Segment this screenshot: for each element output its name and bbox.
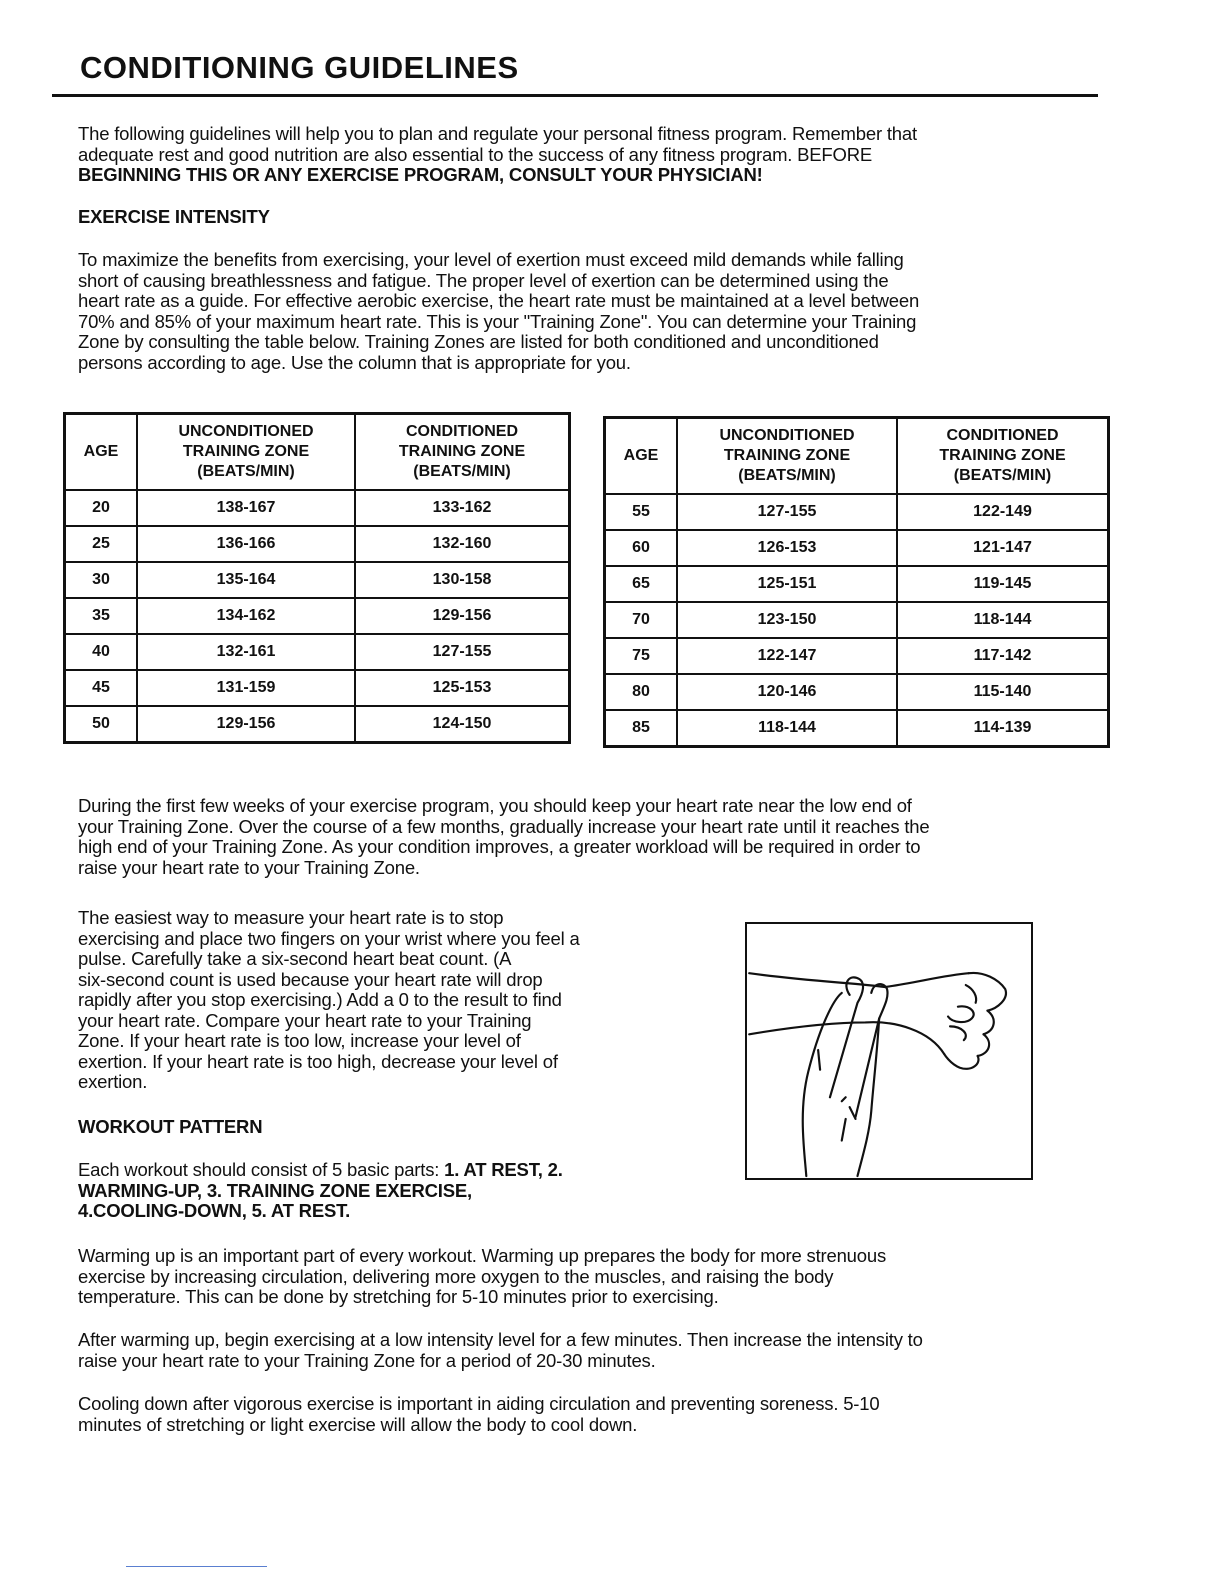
- intro-line-1: The following guidelines will help you to plan and regulate your personal fitness program. Remember that: [78, 123, 917, 144]
- age-cell: 40: [65, 634, 138, 670]
- conditioned-cell: 114-139: [897, 710, 1109, 747]
- age-cell: 55: [605, 494, 678, 530]
- workout-part-1: 1. AT REST, 2.: [444, 1159, 563, 1180]
- paragraph-line: Warming up is an important part of every workout. Warming up prepares the body for more strenuous: [78, 1245, 886, 1266]
- intro-warning: BEGINNING THIS OR ANY EXERCISE PROGRAM, CONSULT YOUR PHYSICIAN!: [78, 164, 763, 185]
- paragraph-line: During the first few weeks of your exercise program, you should keep your heart rate near the low end of: [78, 795, 912, 816]
- paragraph-line: Each workout should consist of 5 basic parts:: [78, 1159, 445, 1180]
- age-cell: 80: [605, 674, 678, 710]
- paragraph-line: your Training Zone. Over the course of a few months, gradually increase your heart rate until it reaches the: [78, 815, 930, 837]
- paragraph-line: exertion.: [78, 1071, 148, 1092]
- unconditioned-cell: 125-151: [677, 566, 897, 602]
- paragraph-line: exercise by increasing circulation, delivering more oxygen to the muscles, and raising the body: [78, 1265, 834, 1287]
- unconditioned-cell: 131-159: [137, 670, 355, 706]
- conditioned-column-header: [897, 418, 1109, 495]
- measure-heart-rate-paragraph: [78, 908, 580, 1093]
- workout-pattern-paragraph: [78, 1160, 563, 1222]
- age-cell: 20: [65, 490, 138, 526]
- paragraph-line: Cooling down after vigorous exercise is important in aiding circulation and preventing soreness. 5-10: [78, 1393, 880, 1414]
- paragraph-line: pulse. Carefully take a six-second heart beat count. (A: [78, 948, 512, 969]
- paragraph-line: exertion. If your heart rate is too high, decrease your level of: [78, 1050, 558, 1072]
- header-line: TRAINING ZONE: [939, 447, 1066, 464]
- first-weeks-paragraph: [78, 796, 929, 878]
- paragraph-line: After warming up, begin exercising at a low intensity level for a few minutes. Then increase the intensity to: [78, 1329, 923, 1350]
- paragraph-line: Zone. If your heart rate is too low, increase your level of: [78, 1030, 521, 1051]
- paragraph-line: your heart rate. Compare your heart rate to your Training: [78, 1009, 532, 1031]
- conditioned-cell: 117-142: [897, 638, 1109, 674]
- table-row: [65, 634, 570, 670]
- conditioned-cell: 127-155: [355, 634, 570, 670]
- header-line: CONDITIONED: [946, 427, 1059, 444]
- table-row: [605, 710, 1109, 747]
- paragraph-line: rapidly after you stop exercising.) Add a 0 to the result to find: [78, 989, 562, 1010]
- paragraph-line: minutes of stretching or light exercise will allow the body to cool down.: [78, 1413, 638, 1435]
- paragraph-line: 70% and 85% of your maximum heart rate. This is your "Training Zone". You can determine your Training: [78, 310, 917, 332]
- conditioned-cell: 129-156: [355, 598, 570, 634]
- age-cell: 85: [605, 710, 678, 747]
- header-line: TRAINING ZONE: [723, 447, 851, 464]
- age-column-header: AGE: [65, 414, 138, 491]
- unconditioned-cell: 134-162: [137, 598, 355, 634]
- table-header-row: [65, 414, 570, 491]
- paragraph-line: exercising and place two fingers on your wrist where you feel a: [78, 927, 580, 949]
- unconditioned-cell: 129-156: [137, 706, 355, 743]
- conditioned-cell: 130-158: [355, 562, 570, 598]
- conditioned-cell: 125-153: [355, 670, 570, 706]
- unconditioned-cell: 135-164: [137, 562, 355, 598]
- header-line: (BEATS/MIN): [197, 463, 295, 480]
- age-cell: 70: [605, 602, 678, 638]
- conditioned-cell: 124-150: [355, 706, 570, 743]
- paragraph-line: high end of your Training Zone. As your condition improves, a greater workload will be required in order to: [78, 836, 921, 857]
- unconditioned-cell: 118-144: [677, 710, 897, 747]
- unconditioned-cell: 120-146: [677, 674, 897, 710]
- age-cell: 65: [605, 566, 678, 602]
- table-row: [605, 674, 1109, 710]
- intro-paragraph: [78, 124, 917, 186]
- workout-pattern-heading: WORKOUT PATTERN: [78, 1116, 263, 1137]
- unconditioned-cell: 138-167: [137, 490, 355, 526]
- conditioned-cell: 132-160: [355, 526, 570, 562]
- paragraph-line: persons according to age. Use the column that is appropriate for you.: [78, 351, 631, 373]
- title-underline: [52, 94, 1098, 97]
- table-row: [65, 670, 570, 706]
- paragraph-line: To maximize the benefits from exercising, your level of exertion must exceed mild demands while falling: [78, 249, 904, 270]
- paragraph-line: Zone by consulting the table below. Training Zones are listed for both conditioned and unconditioned: [78, 331, 879, 352]
- header-line: TRAINING ZONE: [182, 443, 310, 460]
- table-row: [65, 598, 570, 634]
- wrist-pulse-check-icon: [745, 922, 1033, 1180]
- unconditioned-cell: 136-166: [137, 526, 355, 562]
- workout-parts-line: 4.COOLING-DOWN, 5. AT REST.: [78, 1200, 351, 1221]
- table-row: [605, 602, 1109, 638]
- age-cell: 30: [65, 562, 138, 598]
- header-line: UNCONDITIONED: [178, 423, 314, 440]
- header-line: (BEATS/MIN): [738, 467, 836, 484]
- unconditioned-column-header: [677, 418, 897, 495]
- training-zone-table-ages-55-85: [603, 416, 1110, 748]
- unconditioned-cell: 126-153: [677, 530, 897, 566]
- exercise-intensity-paragraph: [78, 250, 919, 373]
- wrist-pulse-illustration: [747, 924, 1031, 1178]
- footer-divider: [126, 1566, 267, 1567]
- paragraph-line: heart rate as a guide. For effective aerobic exercise, the heart rate must be maintained at a level between: [78, 290, 920, 311]
- paragraph-line: six-second count is used because your heart rate will drop: [78, 968, 543, 990]
- age-cell: 50: [65, 706, 138, 743]
- age-cell: 35: [65, 598, 138, 634]
- unconditioned-cell: 123-150: [677, 602, 897, 638]
- paragraph-line: short of causing breathlessness and fatigue. The proper level of exertion can be determined using the: [78, 269, 889, 291]
- intro-line-2: adequate rest and good nutrition are also essential to the success of any fitness program. BEFORE: [78, 143, 873, 165]
- exercise-intensity-heading: EXERCISE INTENSITY: [78, 206, 270, 227]
- conditioned-cell: 133-162: [355, 490, 570, 526]
- header-line: (BEATS/MIN): [413, 463, 511, 480]
- table-row: [605, 638, 1109, 674]
- table-row: [605, 530, 1109, 566]
- table-row: [605, 566, 1109, 602]
- age-cell: 25: [65, 526, 138, 562]
- table-row: [65, 562, 570, 598]
- workout-parts-line: WARMING-UP, 3. TRAINING ZONE EXERCISE,: [78, 1179, 472, 1201]
- training-zone-table-ages-20-50: [63, 412, 571, 744]
- paragraph-line: raise your heart rate to your Training Zone.: [78, 856, 420, 878]
- conditioned-cell: 115-140: [897, 674, 1109, 710]
- conditioned-cell: 122-149: [897, 494, 1109, 530]
- page-title: CONDITIONING GUIDELINES: [80, 50, 519, 85]
- paragraph-line: temperature. This can be done by stretching for 5-10 minutes prior to exercising.: [78, 1286, 719, 1307]
- header-line: CONDITIONED: [406, 423, 518, 440]
- table-row: [605, 494, 1109, 530]
- warming-up-paragraph: [78, 1246, 886, 1308]
- header-line: UNCONDITIONED: [719, 427, 855, 444]
- conditioned-column-header: [355, 414, 570, 491]
- table-row: [65, 526, 570, 562]
- conditioned-cell: 121-147: [897, 530, 1109, 566]
- after-warming-paragraph: [78, 1330, 923, 1371]
- age-cell: 75: [605, 638, 678, 674]
- conditioned-cell: 118-144: [897, 602, 1109, 638]
- header-line: TRAINING ZONE: [398, 443, 526, 460]
- paragraph-line: The easiest way to measure your heart rate is to stop: [78, 907, 504, 928]
- unconditioned-cell: 132-161: [137, 634, 355, 670]
- unconditioned-column-header: [137, 414, 355, 491]
- unconditioned-cell: 127-155: [677, 494, 897, 530]
- age-column-header: AGE: [605, 418, 678, 495]
- unconditioned-cell: 122-147: [677, 638, 897, 674]
- header-line: (BEATS/MIN): [953, 467, 1052, 484]
- age-cell: 60: [605, 530, 678, 566]
- conditioned-cell: 119-145: [897, 566, 1109, 602]
- table-row: [65, 490, 570, 526]
- age-cell: 45: [65, 670, 138, 706]
- table-row: [65, 706, 570, 743]
- cooling-down-paragraph: [78, 1394, 879, 1435]
- paragraph-line: raise your heart rate to your Training Zone for a period of 20-30 minutes.: [78, 1349, 656, 1371]
- table-header-row: [605, 418, 1109, 495]
